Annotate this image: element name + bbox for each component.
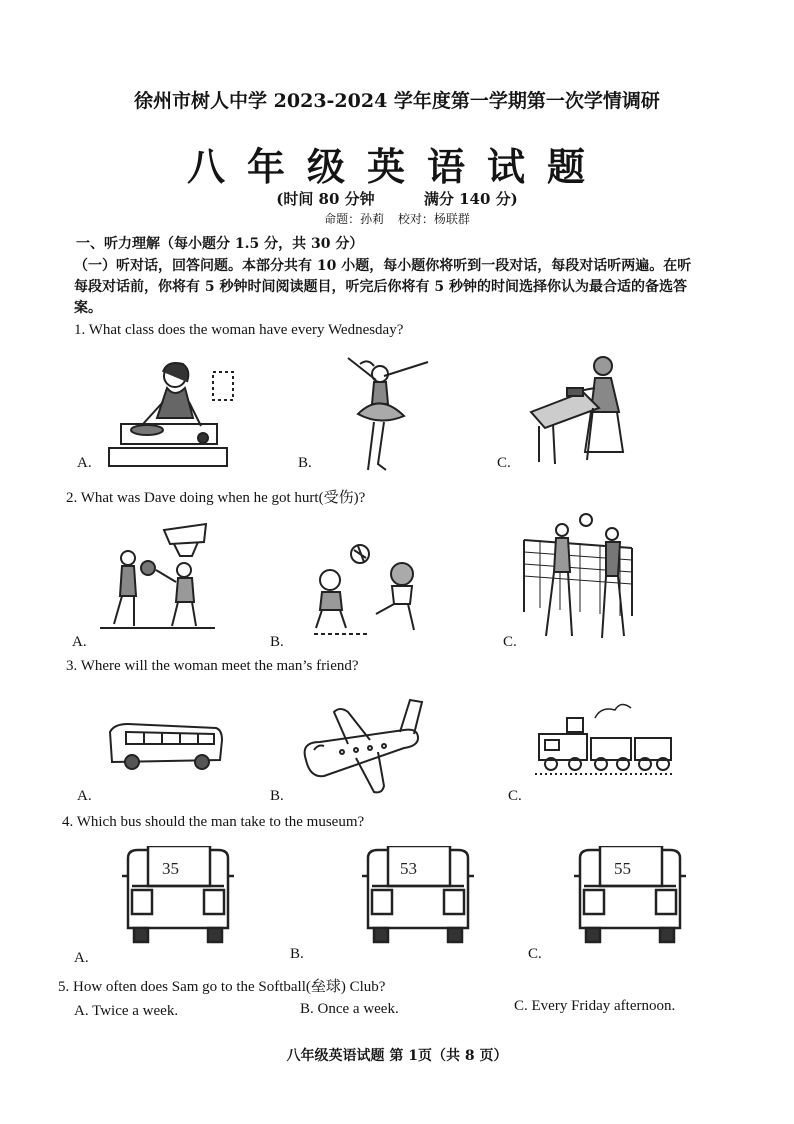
q4-option-a[interactable]: A. <box>74 950 89 966</box>
question-1: 1. What class does the woman have every Wednesday? <box>74 322 404 338</box>
question-5: 5. How often does Sam go to the Softball(垒球) Club? <box>58 979 386 995</box>
q3-option-b[interactable]: B. <box>270 788 284 804</box>
option-letter: B. <box>300 1001 314 1017</box>
option-text: Every Friday afternoon. <box>531 998 676 1014</box>
q3-option-a[interactable]: A. <box>77 788 92 804</box>
q3-option-c[interactable]: C. <box>508 788 522 804</box>
q5-option-b[interactable] <box>300 1001 399 1018</box>
exam-meta <box>0 188 794 209</box>
q5-option-a[interactable] <box>74 1003 178 1020</box>
exam-setter: 命题：孙莉 <box>324 212 385 226</box>
q1-option-c[interactable]: C. <box>497 455 511 471</box>
bus-number-label: 35 <box>162 859 179 878</box>
question-4: 4. Which bus should the man take to the museum? <box>62 814 365 830</box>
exam-time: (时间 80 分钟 <box>276 190 375 208</box>
q4-option-b[interactable]: B. <box>290 946 304 962</box>
school-title: 徐州市树人中学 2023-2024 学年度第一学期第一次学情调研 <box>134 90 660 112</box>
q2-option-b[interactable]: B. <box>270 634 284 650</box>
bus-53-icon <box>358 846 478 946</box>
train-icon <box>535 700 675 778</box>
question-2: 2. What was Dave doing when he got hurt(受伤)? <box>66 490 366 506</box>
soccer-players-icon <box>310 538 430 638</box>
volleyball-players-icon <box>520 512 640 647</box>
bus-number-label: 55 <box>614 859 631 878</box>
q4-option-c[interactable]: C. <box>528 946 542 962</box>
bus-35-icon <box>118 846 238 946</box>
option-letter: A. <box>74 1003 89 1019</box>
question-3: 3. Where will the woman meet the man’s friend? <box>66 658 359 674</box>
q1-option-a[interactable]: A. <box>77 455 92 471</box>
bus-55-icon <box>570 846 690 946</box>
airplane-icon <box>300 698 430 798</box>
option-letter: C. <box>514 998 528 1014</box>
q5-option-c[interactable] <box>514 998 675 1015</box>
woman-ironing-icon <box>525 352 630 467</box>
q1-option-b[interactable]: B. <box>298 455 312 471</box>
q2-option-c[interactable]: C. <box>503 634 517 650</box>
option-text: Once a week. <box>317 1001 399 1017</box>
bus-number-label: 53 <box>400 859 417 878</box>
page-footer: 八年级英语试题 第 1页（共 8 页） <box>286 1048 508 1064</box>
basketball-players-icon <box>100 522 215 634</box>
exam-credits <box>0 210 794 227</box>
section-instructions: （一）听对话，回答问题。本部分共有 10 小题，每小题你将听到一段对话，每段对话听两遍。在听每段对话前，你将有 5 秒钟时间阅读题目，听完后你将有 5 秒钟的时间选择你认为最合适的备选答案。 <box>74 258 692 316</box>
exam-checker: 校对：杨联群 <box>397 212 470 226</box>
dancing-woman-icon <box>328 352 438 474</box>
q2-option-a[interactable]: A. <box>72 634 87 650</box>
cooking-woman-icon <box>105 358 235 470</box>
option-text: Twice a week. <box>92 1003 179 1019</box>
bus-icon <box>104 722 224 772</box>
exam-score: 满分 140 分) <box>423 190 518 208</box>
exam-title: 八年级英语试题 <box>186 144 607 189</box>
section-heading: 一、听力理解（每小题分 1.5 分，共 30 分） <box>76 236 364 252</box>
